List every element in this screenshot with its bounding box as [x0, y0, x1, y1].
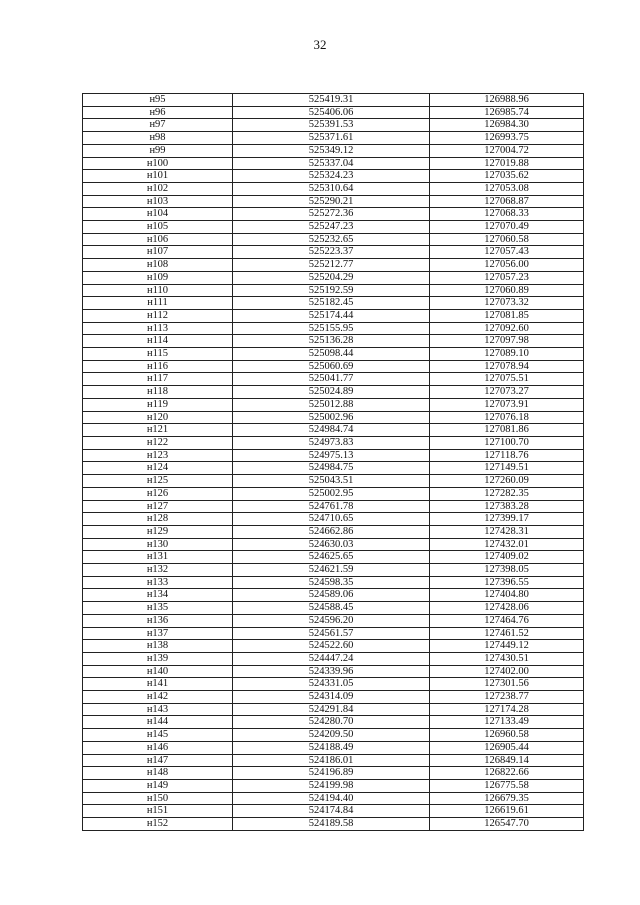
- x-coordinate-cell: 524447.24: [233, 652, 430, 665]
- y-coordinate-cell: 126984.30: [430, 119, 584, 132]
- table-row: [83, 818, 584, 831]
- table-row: [83, 487, 584, 500]
- point-id-cell: н144: [83, 716, 233, 729]
- y-coordinate-cell: 127070.49: [430, 221, 584, 234]
- table-row: [83, 335, 584, 348]
- table-row: [83, 309, 584, 322]
- table-row: [83, 703, 584, 716]
- point-id-cell: н142: [83, 691, 233, 704]
- x-coordinate-cell: 524339.96: [233, 665, 430, 678]
- y-coordinate-cell: 126988.96: [430, 94, 584, 107]
- table-row: [83, 233, 584, 246]
- table-row: [83, 246, 584, 259]
- y-coordinate-cell: 126547.70: [430, 818, 584, 831]
- table-row: [83, 119, 584, 132]
- x-coordinate-cell: 524189.58: [233, 818, 430, 831]
- x-coordinate-cell: 524196.89: [233, 767, 430, 780]
- table-row: [83, 106, 584, 119]
- x-coordinate-cell: 524314.09: [233, 691, 430, 704]
- y-coordinate-cell: 126960.58: [430, 729, 584, 742]
- point-id-cell: н125: [83, 475, 233, 488]
- x-coordinate-cell: 525247.23: [233, 221, 430, 234]
- point-id-cell: н103: [83, 195, 233, 208]
- x-coordinate-cell: 525337.04: [233, 157, 430, 170]
- x-coordinate-cell: 525192.59: [233, 284, 430, 297]
- point-id-cell: н121: [83, 424, 233, 437]
- y-coordinate-cell: 127076.18: [430, 411, 584, 424]
- point-id-cell: н147: [83, 754, 233, 767]
- y-coordinate-cell: 126619.61: [430, 805, 584, 818]
- x-coordinate-cell: 525174.44: [233, 309, 430, 322]
- x-coordinate-cell: 525041.77: [233, 373, 430, 386]
- y-coordinate-cell: 127068.87: [430, 195, 584, 208]
- table-row: [83, 741, 584, 754]
- x-coordinate-cell: 524194.40: [233, 792, 430, 805]
- table-row: [83, 271, 584, 284]
- x-coordinate-cell: 524625.65: [233, 551, 430, 564]
- y-coordinate-cell: 127092.60: [430, 322, 584, 335]
- point-id-cell: н124: [83, 462, 233, 475]
- table-row: [83, 373, 584, 386]
- y-coordinate-cell: 127057.43: [430, 246, 584, 259]
- x-coordinate-cell: 524973.83: [233, 436, 430, 449]
- point-id-cell: н151: [83, 805, 233, 818]
- y-coordinate-cell: 127282.35: [430, 487, 584, 500]
- table-row: [83, 716, 584, 729]
- table-row: [83, 436, 584, 449]
- x-coordinate-cell: 525272.36: [233, 208, 430, 221]
- point-id-cell: н119: [83, 398, 233, 411]
- table-row: [83, 640, 584, 653]
- point-id-cell: н108: [83, 259, 233, 272]
- x-coordinate-cell: 524984.75: [233, 462, 430, 475]
- x-coordinate-cell: 525024.89: [233, 386, 430, 399]
- table-row: [83, 614, 584, 627]
- y-coordinate-cell: 127428.06: [430, 602, 584, 615]
- point-id-cell: н116: [83, 360, 233, 373]
- table-row: [83, 665, 584, 678]
- coordinates-table: [82, 93, 584, 831]
- point-id-cell: н114: [83, 335, 233, 348]
- y-coordinate-cell: 127073.27: [430, 386, 584, 399]
- y-coordinate-cell: 127174.28: [430, 703, 584, 716]
- x-coordinate-cell: 524209.50: [233, 729, 430, 742]
- y-coordinate-cell: 127060.58: [430, 233, 584, 246]
- point-id-cell: н96: [83, 106, 233, 119]
- table-row: [83, 462, 584, 475]
- y-coordinate-cell: 127149.51: [430, 462, 584, 475]
- y-coordinate-cell: 127396.55: [430, 576, 584, 589]
- table-row: [83, 513, 584, 526]
- x-coordinate-cell: 525232.65: [233, 233, 430, 246]
- table-row: [83, 132, 584, 145]
- y-coordinate-cell: 127068.33: [430, 208, 584, 221]
- y-coordinate-cell: 127097.98: [430, 335, 584, 348]
- y-coordinate-cell: 126849.14: [430, 754, 584, 767]
- x-coordinate-cell: 524291.84: [233, 703, 430, 716]
- x-coordinate-cell: 525060.69: [233, 360, 430, 373]
- table-row: [83, 424, 584, 437]
- point-id-cell: н146: [83, 741, 233, 754]
- x-coordinate-cell: 524561.57: [233, 627, 430, 640]
- x-coordinate-cell: 525098.44: [233, 348, 430, 361]
- table-row: [83, 360, 584, 373]
- y-coordinate-cell: 127089.10: [430, 348, 584, 361]
- x-coordinate-cell: 524331.05: [233, 678, 430, 691]
- table-body: [83, 94, 584, 831]
- y-coordinate-cell: 127383.28: [430, 500, 584, 513]
- table-row: [83, 805, 584, 818]
- y-coordinate-cell: 126679.35: [430, 792, 584, 805]
- table-row: [83, 525, 584, 538]
- point-id-cell: н152: [83, 818, 233, 831]
- y-coordinate-cell: 126993.75: [430, 132, 584, 145]
- x-coordinate-cell: 524280.70: [233, 716, 430, 729]
- x-coordinate-cell: 524662.86: [233, 525, 430, 538]
- y-coordinate-cell: 127081.85: [430, 309, 584, 322]
- x-coordinate-cell: 524186.01: [233, 754, 430, 767]
- x-coordinate-cell: 525371.61: [233, 132, 430, 145]
- table-row: [83, 564, 584, 577]
- y-coordinate-cell: 126985.74: [430, 106, 584, 119]
- x-coordinate-cell: 525419.31: [233, 94, 430, 107]
- y-coordinate-cell: 127461.52: [430, 627, 584, 640]
- point-id-cell: н110: [83, 284, 233, 297]
- table-row: [83, 678, 584, 691]
- point-id-cell: н149: [83, 779, 233, 792]
- y-coordinate-cell: 127432.01: [430, 538, 584, 551]
- table-row: [83, 195, 584, 208]
- point-id-cell: н122: [83, 436, 233, 449]
- y-coordinate-cell: 127073.32: [430, 297, 584, 310]
- x-coordinate-cell: 525310.64: [233, 182, 430, 195]
- point-id-cell: н107: [83, 246, 233, 259]
- point-id-cell: н143: [83, 703, 233, 716]
- page-number: 32: [313, 37, 327, 52]
- table-row: [83, 297, 584, 310]
- point-id-cell: н136: [83, 614, 233, 627]
- point-id-cell: н140: [83, 665, 233, 678]
- table-row: [83, 144, 584, 157]
- x-coordinate-cell: 524975.13: [233, 449, 430, 462]
- y-coordinate-cell: 127399.17: [430, 513, 584, 526]
- y-coordinate-cell: 127057.23: [430, 271, 584, 284]
- x-coordinate-cell: 524630.03: [233, 538, 430, 551]
- y-coordinate-cell: 127060.89: [430, 284, 584, 297]
- table-row: [83, 538, 584, 551]
- table-row: [83, 475, 584, 488]
- table-row: [83, 779, 584, 792]
- y-coordinate-cell: 127301.56: [430, 678, 584, 691]
- point-id-cell: н130: [83, 538, 233, 551]
- y-coordinate-cell: 127100.70: [430, 436, 584, 449]
- x-coordinate-cell: 525324.23: [233, 170, 430, 183]
- y-coordinate-cell: 127409.02: [430, 551, 584, 564]
- y-coordinate-cell: 127260.09: [430, 475, 584, 488]
- point-id-cell: н132: [83, 564, 233, 577]
- y-coordinate-cell: 127081.86: [430, 424, 584, 437]
- point-id-cell: н150: [83, 792, 233, 805]
- x-coordinate-cell: 525406.06: [233, 106, 430, 119]
- point-id-cell: н126: [83, 487, 233, 500]
- y-coordinate-cell: 127449.12: [430, 640, 584, 653]
- point-id-cell: н139: [83, 652, 233, 665]
- x-coordinate-cell: 525204.29: [233, 271, 430, 284]
- point-id-cell: н115: [83, 348, 233, 361]
- point-id-cell: н117: [83, 373, 233, 386]
- x-coordinate-cell: 525212.77: [233, 259, 430, 272]
- point-id-cell: н99: [83, 144, 233, 157]
- table-row: [83, 221, 584, 234]
- point-id-cell: н98: [83, 132, 233, 145]
- table-row: [83, 729, 584, 742]
- x-coordinate-cell: 525136.28: [233, 335, 430, 348]
- point-id-cell: н111: [83, 297, 233, 310]
- point-id-cell: н135: [83, 602, 233, 615]
- y-coordinate-cell: 126775.58: [430, 779, 584, 792]
- x-coordinate-cell: 525182.45: [233, 297, 430, 310]
- table-row: [83, 284, 584, 297]
- y-coordinate-cell: 127464.76: [430, 614, 584, 627]
- table-row: [83, 259, 584, 272]
- y-coordinate-cell: 127430.51: [430, 652, 584, 665]
- y-coordinate-cell: 127019.88: [430, 157, 584, 170]
- x-coordinate-cell: 524522.60: [233, 640, 430, 653]
- point-id-cell: н102: [83, 182, 233, 195]
- point-id-cell: н95: [83, 94, 233, 107]
- y-coordinate-cell: 127133.49: [430, 716, 584, 729]
- y-coordinate-cell: 127118.76: [430, 449, 584, 462]
- y-coordinate-cell: 127056.00: [430, 259, 584, 272]
- point-id-cell: н137: [83, 627, 233, 640]
- table-row: [83, 767, 584, 780]
- y-coordinate-cell: 127035.62: [430, 170, 584, 183]
- y-coordinate-cell: 127402.00: [430, 665, 584, 678]
- x-coordinate-cell: 524598.35: [233, 576, 430, 589]
- x-coordinate-cell: 524589.06: [233, 589, 430, 602]
- table-row: [83, 691, 584, 704]
- x-coordinate-cell: 525012.88: [233, 398, 430, 411]
- table-row: [83, 576, 584, 589]
- table-row: [83, 157, 584, 170]
- point-id-cell: н101: [83, 170, 233, 183]
- point-id-cell: н100: [83, 157, 233, 170]
- y-coordinate-cell: 127238.77: [430, 691, 584, 704]
- point-id-cell: н104: [83, 208, 233, 221]
- y-coordinate-cell: 127078.94: [430, 360, 584, 373]
- y-coordinate-cell: 127398.05: [430, 564, 584, 577]
- y-coordinate-cell: 127075.51: [430, 373, 584, 386]
- y-coordinate-cell: 127428.31: [430, 525, 584, 538]
- point-id-cell: н148: [83, 767, 233, 780]
- table-row: [83, 322, 584, 335]
- point-id-cell: н112: [83, 309, 233, 322]
- point-id-cell: н109: [83, 271, 233, 284]
- point-id-cell: н106: [83, 233, 233, 246]
- x-coordinate-cell: 524588.45: [233, 602, 430, 615]
- x-coordinate-cell: 525223.37: [233, 246, 430, 259]
- table-row: [83, 398, 584, 411]
- table-row: [83, 500, 584, 513]
- point-id-cell: н113: [83, 322, 233, 335]
- y-coordinate-cell: 126905.44: [430, 741, 584, 754]
- x-coordinate-cell: 525002.95: [233, 487, 430, 500]
- y-coordinate-cell: 127004.72: [430, 144, 584, 157]
- point-id-cell: н127: [83, 500, 233, 513]
- table-row: [83, 754, 584, 767]
- point-id-cell: н118: [83, 386, 233, 399]
- x-coordinate-cell: 525349.12: [233, 144, 430, 157]
- point-id-cell: н123: [83, 449, 233, 462]
- table-row: [83, 627, 584, 640]
- point-id-cell: н133: [83, 576, 233, 589]
- table-row: [83, 182, 584, 195]
- table-row: [83, 94, 584, 107]
- table-row: [83, 589, 584, 602]
- x-coordinate-cell: 524621.59: [233, 564, 430, 577]
- y-coordinate-cell: 127053.08: [430, 182, 584, 195]
- x-coordinate-cell: 525391.53: [233, 119, 430, 132]
- table-row: [83, 602, 584, 615]
- x-coordinate-cell: 525290.21: [233, 195, 430, 208]
- x-coordinate-cell: 524596.20: [233, 614, 430, 627]
- point-id-cell: н138: [83, 640, 233, 653]
- x-coordinate-cell: 525155.95: [233, 322, 430, 335]
- table-row: [83, 386, 584, 399]
- point-id-cell: н131: [83, 551, 233, 564]
- point-id-cell: н134: [83, 589, 233, 602]
- table-row: [83, 551, 584, 564]
- x-coordinate-cell: 525002.96: [233, 411, 430, 424]
- x-coordinate-cell: 525043.51: [233, 475, 430, 488]
- point-id-cell: н129: [83, 525, 233, 538]
- x-coordinate-cell: 524984.74: [233, 424, 430, 437]
- table-row: [83, 411, 584, 424]
- x-coordinate-cell: 524710.65: [233, 513, 430, 526]
- point-id-cell: н128: [83, 513, 233, 526]
- point-id-cell: н120: [83, 411, 233, 424]
- table-row: [83, 170, 584, 183]
- table-row: [83, 652, 584, 665]
- y-coordinate-cell: 127404.80: [430, 589, 584, 602]
- x-coordinate-cell: 524761.78: [233, 500, 430, 513]
- table-row: [83, 792, 584, 805]
- y-coordinate-cell: 127073.91: [430, 398, 584, 411]
- table-row: [83, 348, 584, 361]
- x-coordinate-cell: 524174.84: [233, 805, 430, 818]
- point-id-cell: н97: [83, 119, 233, 132]
- x-coordinate-cell: 524199.98: [233, 779, 430, 792]
- point-id-cell: н105: [83, 221, 233, 234]
- table-row: [83, 208, 584, 221]
- point-id-cell: н145: [83, 729, 233, 742]
- point-id-cell: н141: [83, 678, 233, 691]
- x-coordinate-cell: 524188.49: [233, 741, 430, 754]
- y-coordinate-cell: 126822.66: [430, 767, 584, 780]
- table-row: [83, 449, 584, 462]
